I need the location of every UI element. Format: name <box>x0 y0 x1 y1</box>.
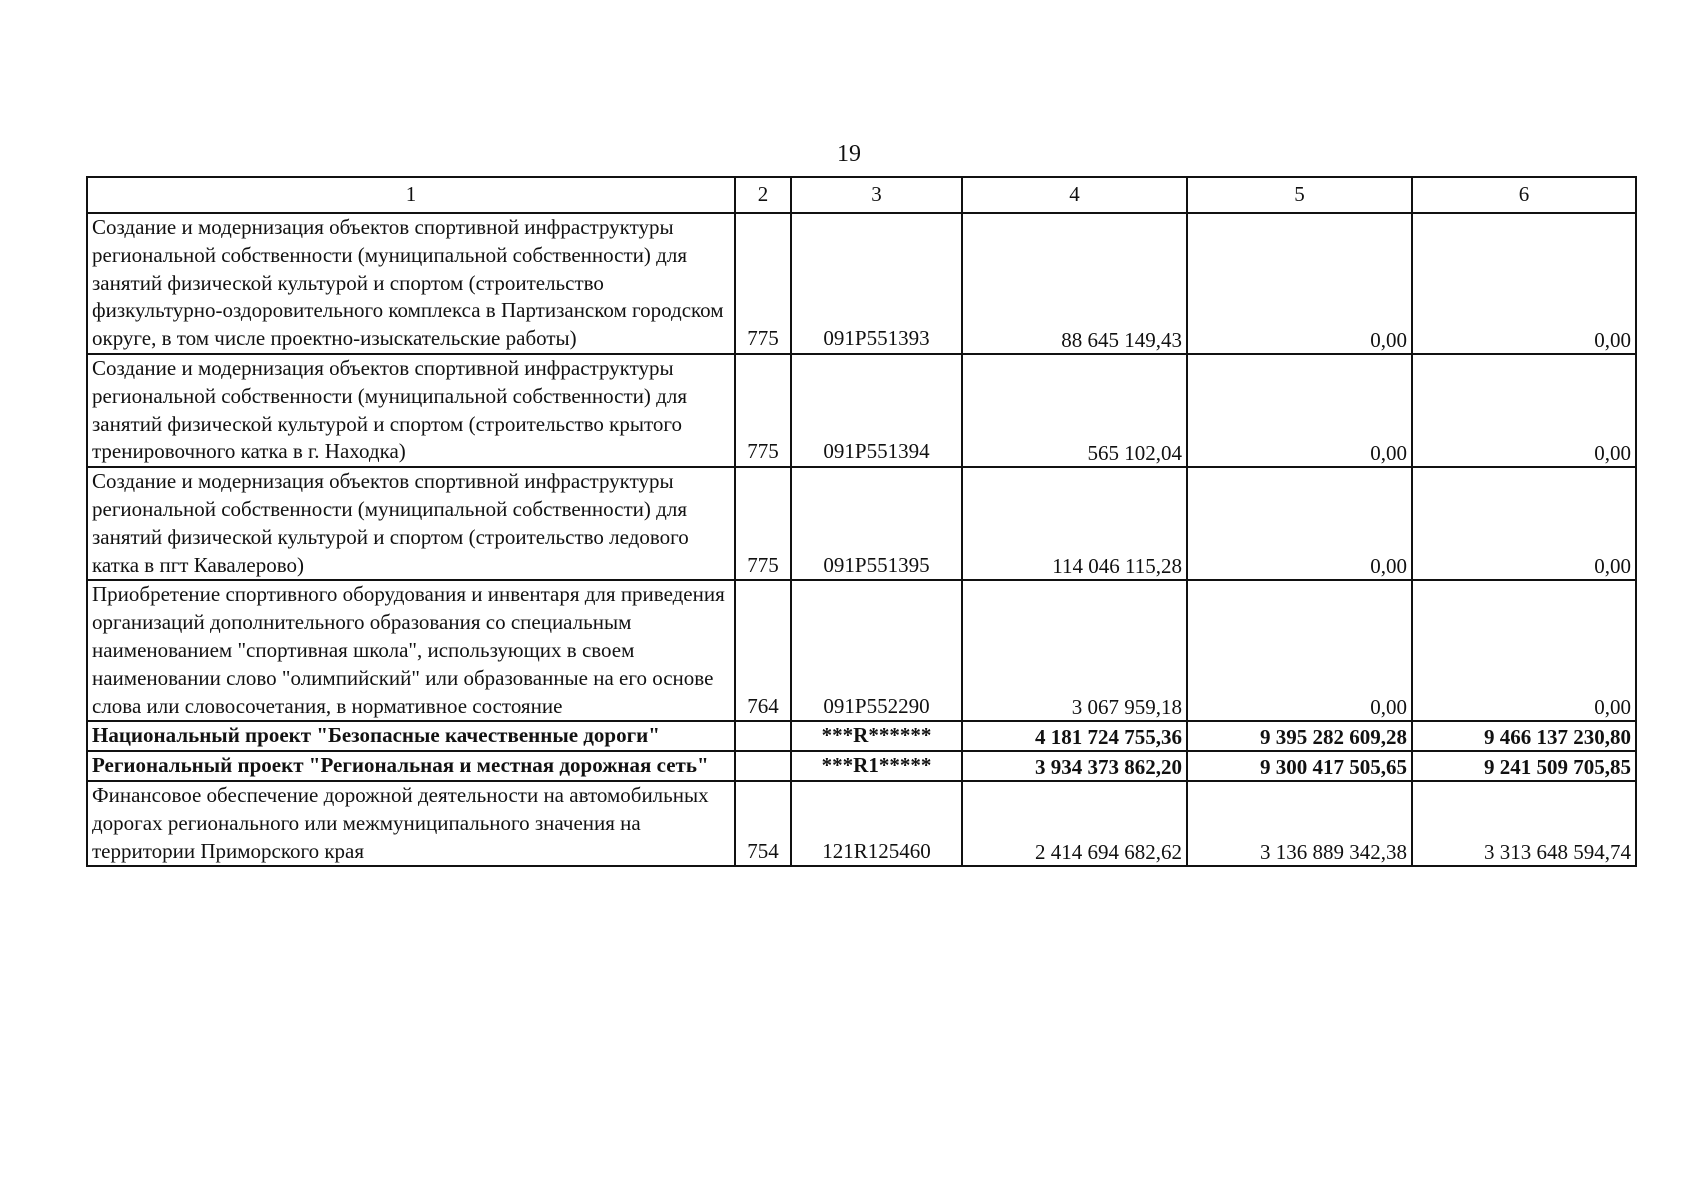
row-value-4: 565 102,04 <box>962 354 1187 467</box>
row-value-6: 9 466 137 230,80 <box>1412 721 1636 751</box>
column-header-6: 6 <box>1412 177 1636 213</box>
table-row <box>87 781 1636 866</box>
row-name: Создание и модернизация объектов спортивной инфраструктуры региональной собственности (муниципальной собственности) для занятий физической культурой и спортом (строительство крытого тренировочного катка в г. Находка) <box>87 354 735 467</box>
row-value-4: 114 046 115,28 <box>962 467 1187 580</box>
row-name: Создание и модернизация объектов спортивной инфраструктуры региональной собственности (муниципальной собственности) для занятий физической культурой и спортом (строительство физкультурно-оздоровительного комплекса в Партизанском городском округе, в том числе проектно-изыскательские работы) <box>87 213 735 354</box>
row-ministry-code <box>735 721 791 751</box>
table-row-regional-project <box>87 751 1636 781</box>
row-name: Национальный проект "Безопасные качественные дороги" <box>87 721 735 751</box>
table-row-national-project <box>87 721 1636 751</box>
row-value-4: 2 414 694 682,62 <box>962 781 1187 866</box>
table-body <box>87 213 1636 866</box>
row-ministry-code: 775 <box>735 467 791 580</box>
row-ministry-code: 775 <box>735 213 791 354</box>
table-row <box>87 467 1636 580</box>
row-ministry-code: 754 <box>735 781 791 866</box>
row-value-5: 0,00 <box>1187 213 1412 354</box>
row-target-code: 091P552290 <box>791 580 962 721</box>
row-value-6: 0,00 <box>1412 580 1636 721</box>
row-value-5: 0,00 <box>1187 467 1412 580</box>
row-target-code: 091P551395 <box>791 467 962 580</box>
row-target-code: ***R1***** <box>791 751 962 781</box>
column-header-2: 2 <box>735 177 791 213</box>
table-row <box>87 354 1636 467</box>
row-value-4: 3 067 959,18 <box>962 580 1187 721</box>
row-value-4: 3 934 373 862,20 <box>962 751 1187 781</box>
row-target-code: ***R****** <box>791 721 962 751</box>
page-number: 19 <box>837 141 861 167</box>
column-header-4: 4 <box>962 177 1187 213</box>
row-name: Финансовое обеспечение дорожной деятельности на автомобильных дорогах регионального или межмуниципального значения на территории Приморского края <box>87 781 735 866</box>
column-header-3: 3 <box>791 177 962 213</box>
row-name: Приобретение спортивного оборудования и инвентаря для приведения организаций дополнительного образования со специальным наименованием "спортивная школа", использующих в своем наименовании слово "олимпийский" или образованные на его основе слова или словосочетания, в нормативное состояние <box>87 580 735 721</box>
column-header-1: 1 <box>87 177 735 213</box>
table-row <box>87 213 1636 354</box>
row-ministry-code <box>735 751 791 781</box>
row-target-code: 121R125460 <box>791 781 962 866</box>
row-value-5: 9 300 417 505,65 <box>1187 751 1412 781</box>
row-value-6: 3 313 648 594,74 <box>1412 781 1636 866</box>
row-value-6: 0,00 <box>1412 354 1636 467</box>
row-value-6: 9 241 509 705,85 <box>1412 751 1636 781</box>
budget-table <box>86 176 1637 867</box>
header-row <box>87 177 1636 213</box>
row-target-code: 091P551393 <box>791 213 962 354</box>
row-value-5: 0,00 <box>1187 580 1412 721</box>
row-value-4: 88 645 149,43 <box>962 213 1187 354</box>
row-value-5: 3 136 889 342,38 <box>1187 781 1412 866</box>
row-value-6: 0,00 <box>1412 467 1636 580</box>
row-target-code: 091P551394 <box>791 354 962 467</box>
row-name: Создание и модернизация объектов спортивной инфраструктуры региональной собственности (муниципальной собственности) для занятий физической культурой и спортом (строительство ледового катка в пгт Кавалерово) <box>87 467 735 580</box>
table-row <box>87 580 1636 721</box>
row-value-5: 0,00 <box>1187 354 1412 467</box>
row-ministry-code: 764 <box>735 580 791 721</box>
row-name: Региональный проект "Региональная и местная дорожная сеть" <box>87 751 735 781</box>
row-value-5: 9 395 282 609,28 <box>1187 721 1412 751</box>
column-header-5: 5 <box>1187 177 1412 213</box>
row-value-4: 4 181 724 755,36 <box>962 721 1187 751</box>
row-ministry-code: 775 <box>735 354 791 467</box>
row-value-6: 0,00 <box>1412 213 1636 354</box>
